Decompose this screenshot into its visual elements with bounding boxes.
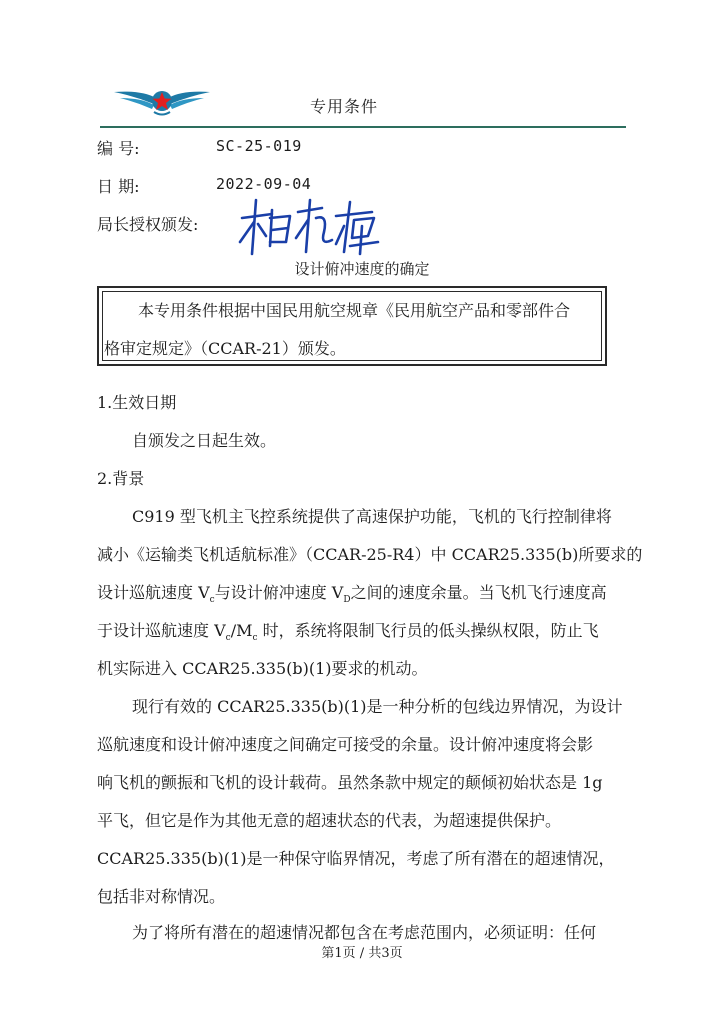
para3-line-1: 为了将所有潜在的超速情况都包含在考虑范围内，必须证明：任何 <box>132 923 597 942</box>
para1-line-3: 设计巡航速度 $V_c$与设计俯冲速度 $V_D$之间的速度余量。当飞机飞行速度高 <box>97 583 607 606</box>
date-label: 日 期: <box>97 177 140 196</box>
document-title: 设计俯冲速度的确定 <box>294 260 430 278</box>
para2-line-1: 现行有效的 CCAR25.335(b)(1)是一种分析的包线边界情况，为设计 <box>132 697 623 716</box>
header-divider <box>100 126 626 128</box>
para1-line-2: 减小《运输类飞机适航标准》（CCAR-25-R4）中 CCAR25.335(b)所要求的 <box>97 545 643 564</box>
para1-line-4: 于设计巡航速度 $V_c/M_c$ 时，系统将限制飞行员的低头操纵权限，防止飞 <box>97 621 599 644</box>
notice-line-2: 格审定规定》（CCAR-21）颁发。 <box>104 339 346 358</box>
page-number-footer: 第1页 / 共3页 <box>321 946 403 961</box>
section-1-heading: 1.生效日期 <box>97 393 177 412</box>
para1-line-5: 机实际进入 CCAR25.335(b)(1)要求的机动。 <box>97 659 428 678</box>
para1-line-1: C919 型飞机主飞控系统提供了高速保护功能，飞机的飞行控制律将 <box>132 507 612 526</box>
header-title: 专用条件 <box>310 97 379 116</box>
para2-line-5: CCAR25.335(b)(1)是一种保守临界情况，考虑了所有潜在的超速情况， <box>97 849 615 868</box>
caac-wings-logo <box>112 86 212 120</box>
para2-line-6: 包括非对称情况。 <box>97 887 226 906</box>
authorization-label: 局长授权颁发: <box>97 215 199 234</box>
para2-line-4: 平飞，但它是作为其他无意的超速状态的代表，为超速提供保护。 <box>97 811 562 830</box>
number-value: SC-25-019 <box>216 137 302 155</box>
date-value: 2022-09-04 <box>216 175 312 193</box>
number-label: 编 号: <box>97 139 140 158</box>
para2-line-2: 巡航速度和设计俯冲速度之间确定可接受的余量。设计俯冲速度将会影 <box>97 735 594 754</box>
section-1-body: 自颁发之日起生效。 <box>132 431 277 450</box>
notice-line-1: 本专用条件根据中国民用航空规章《民用航空产品和零部件合 <box>138 301 571 320</box>
signature-image <box>232 196 382 260</box>
section-2-heading: 2.背景 <box>97 469 145 488</box>
para2-line-3: 响飞机的颤振和飞机的设计载荷。虽然条款中规定的颠倾初始状态是 1g <box>97 773 603 792</box>
